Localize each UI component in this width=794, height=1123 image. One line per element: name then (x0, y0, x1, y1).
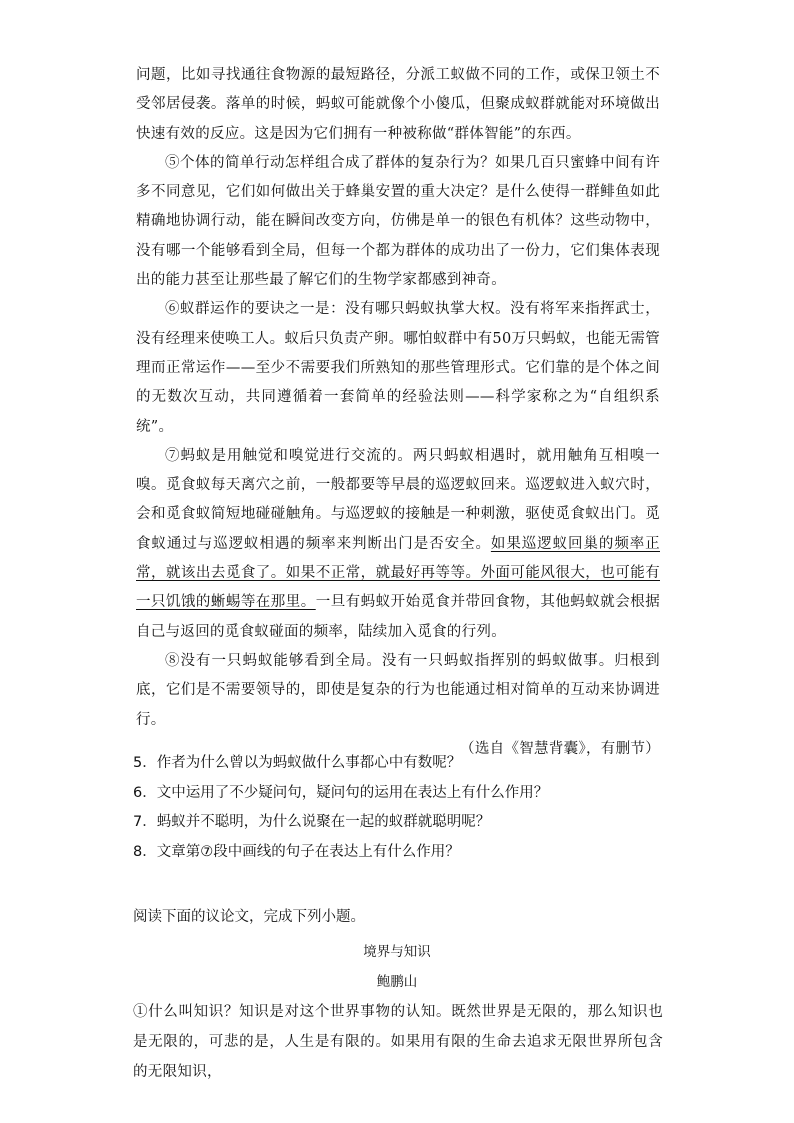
question-5: 5．作者为什么曾以为蚂蚁做什么事都心中有数呢？ (133, 755, 462, 771)
essay-author: 鲍鹏山 (376, 974, 418, 990)
essay-paragraph-1: ①什么叫知识？知识是对这个世界事物的认知。既然世界是无限的，那么知识也是无限的，可悲的是，人生是有限的。如果用有限的生命去追求无限世界所包含的无限知识， (133, 1004, 663, 1080)
essay-title: 境界与知识 (363, 944, 431, 960)
paragraph-5: ⑤个体的简单行动怎样组合成了群体的复杂行为？如果几百只蜜蜂中间有许多不同意见，它们如何做出关于蜂巢安置的重大决定？是什么使得一群鲱鱼如此精确地协调行动，能在瞬间改变方向，仿佛是单一的银色有机体？这些动物中，没有哪一个能够看到全局，但每一个都为群体的成功出了一份力，它们集体表现出的能力甚至让那些最了解它们的生物学家都感到神奇。 (136, 154, 660, 289)
paragraph-8: ⑧没有一只蚂蚁能够看到全局。没有一只蚂蚁指挥别的蚂蚁做事。归根到底，它们是不需要领导的，即使是复杂的行为也能通过相对简单的互动来协调进行。 (136, 652, 660, 728)
question-6: 6．文中运用了不少疑问句，疑问句的运用在表达上有什么作用？ (133, 784, 549, 801)
question-7: 7．蚂蚁并不聪明，为什么说聚在一起的蚁群就聪明呢？ (133, 814, 491, 830)
underlined-sentence: 如果巡逻蚁回巢的频率正常，就该出去觅食了。如果不正常，就最好再等等。外面可能风很大，也可能有一只饥饿的蜥蜴等在那里。 (136, 535, 660, 611)
essay-instructions: 阅读下面的议论文，完成下列小题。 (133, 909, 365, 925)
paragraph-7 (136, 442, 660, 647)
question-8: 8．文章第⑦段中画线的句子在表达上有什么作用？ (133, 843, 460, 860)
paragraph-7-text-b: 一旦有蚂蚁开始觅食并带回食物，其他蚂蚁就会根据自己与返回的觅食蚁碰面的频率，陆续加入觅食的行列。 (136, 594, 660, 640)
essay-body (133, 997, 663, 1087)
question-list (133, 749, 673, 867)
source-citation: （选自《智慧背囊》，有删节） (460, 740, 660, 757)
paragraph-7-text-a: ⑦蚂蚁是用触觉和嗅觉进行交流的。两只蚂蚁相遇时，就用触角互相嗅一嗅。觅食蚁每天离穴之前，一般都要等早晨的巡逻蚁回来。巡逻蚁进入蚁穴时，会和觅食蚁简短地碰碰触角。与巡逻蚁的接触是一种刺激，驱使觅食蚁出门。觅食蚁通过与巡逻蚁相遇的频率来判断出门是否安全。 (136, 447, 660, 552)
reading-passage (136, 61, 660, 764)
paragraph-4-tail: 问题，比如寻找通往食物源的最短路径，分派工蚁做不同的工作，或保卫领土不受邻居侵袭。落单的时候，蚂蚁可能就像个小傻瓜，但聚成蚁群就能对环境做出快速有效的反应。这是因为它们拥有一种被称做“群体智能”的东西。 (136, 67, 660, 142)
paragraph-6: ⑥蚁群运作的要诀之一是：没有哪只蚂蚁执掌大权。没有将军来指挥武士，没有经理来使唤工人。蚁后只负责产卵。哪怕蚁群中有50万只蚂蚁，也能无需管理而正常运作——至少不需要我们所熟知的那些管理形式。它们靠的是个体之间的无数次互动，共同遵循着一套简单的经验法则——科学家称之为“自组织系统”。 (136, 301, 660, 435)
